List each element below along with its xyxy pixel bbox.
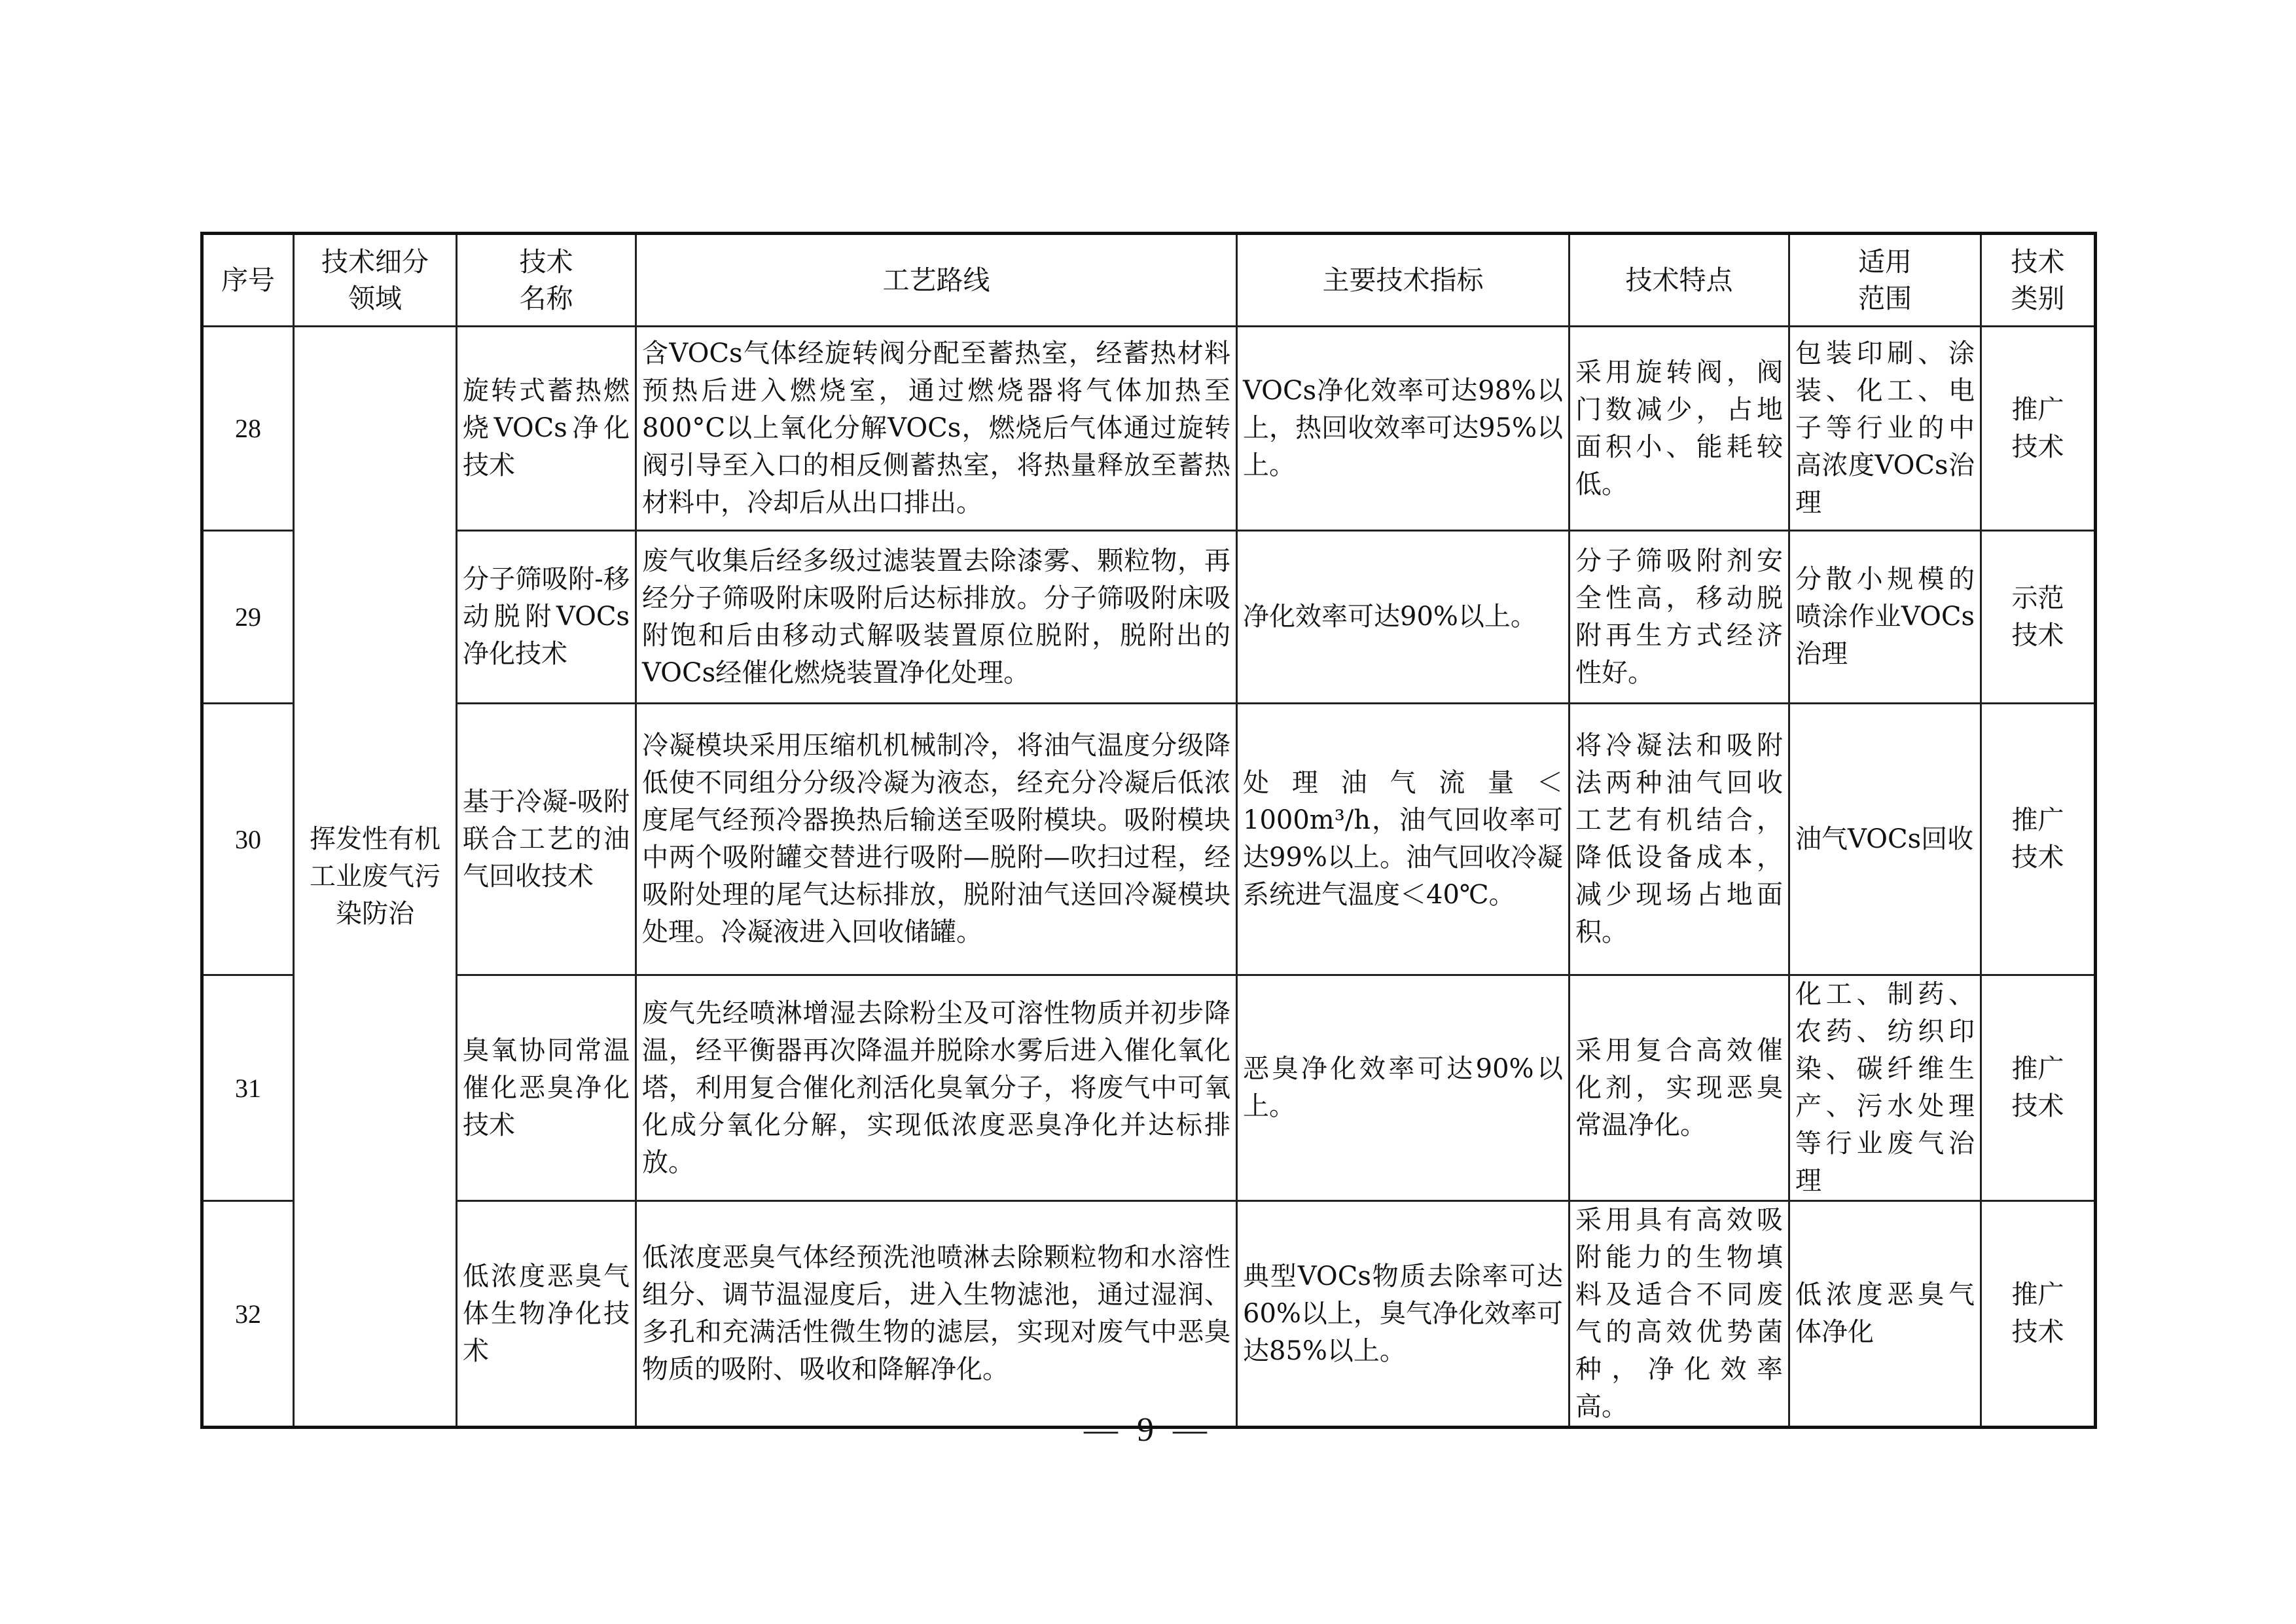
header-domain: 技术细分 领域 xyxy=(294,234,457,327)
tech-category: 推广 技术 xyxy=(1981,975,2096,1201)
table-row xyxy=(202,975,2096,1201)
application-scope: 低浓度恶臭气体净化 xyxy=(1789,1201,1981,1428)
application-scope: 包装印刷、涂装、化工、电子等行业的中高浓度VOCs治理 xyxy=(1789,327,1981,531)
table-row xyxy=(202,704,2096,975)
tech-category: 推广 技术 xyxy=(1981,1201,2096,1428)
row-seq: 32 xyxy=(202,1201,294,1428)
tech-name: 臭氧协同常温催化恶臭净化技术 xyxy=(457,975,636,1201)
tech-name: 旋转式蓄热燃烧VOCs净化技术 xyxy=(457,327,636,531)
header-category: 技术 类别 xyxy=(1981,234,2096,327)
application-scope: 分散小规模的喷涂作业VOCs治理 xyxy=(1789,531,1981,704)
process-route: 废气先经喷淋增湿去除粉尘及可溶性物质并初步降温，经平衡器再次降温并脱除水雾后进入催化氧化塔，利用复合催化剂活化臭氧分子，将废气中可氧化成分氧化分解，实现低浓度恶臭净化并达标排放。 xyxy=(636,975,1237,1201)
row-seq: 30 xyxy=(202,704,294,975)
main-indicators: 典型VOCs物质去除率可达60%以上，臭气净化效率可达85%以上。 xyxy=(1237,1201,1570,1428)
row-seq: 29 xyxy=(202,531,294,704)
process-route: 废气收集后经多级过滤装置去除漆雾、颗粒物，再经分子筛吸附床吸附后达标排放。分子筛吸附床吸附饱和后由移动式解吸装置原位脱附，脱附出的VOCs经催化燃烧装置净化处理。 xyxy=(636,531,1237,704)
table-row xyxy=(202,1201,2096,1428)
main-indicators: 处理油气流量＜1000m³/h，油气回收率可达99%以上。油气回收冷凝系统进气温度＜40℃。 xyxy=(1237,704,1570,975)
table-header-row xyxy=(202,234,2096,327)
tech-features: 分子筛吸附剂安全性高，移动脱附再生方式经济性好。 xyxy=(1570,531,1789,704)
main-indicators: 净化效率可达90%以上。 xyxy=(1237,531,1570,704)
main-indicators: VOCs净化效率可达98%以上，热回收效率可达95%以上。 xyxy=(1237,327,1570,531)
tech-category: 推广 技术 xyxy=(1981,704,2096,975)
table-row xyxy=(202,327,2096,531)
tech-name: 分子筛吸附-移动脱附VOCs净化技术 xyxy=(457,531,636,704)
page-number: — 9 — xyxy=(1084,1411,1212,1449)
process-route: 含VOCs气体经旋转阀分配至蓄热室，经蓄热材料预热后进入燃烧室，通过燃烧器将气体加热至800°C以上氧化分解VOCs，燃烧后气体通过旋转阀引导至入口的相反侧蓄热室，将热量释放至蓄热材料中，冷却后从出口排出。 xyxy=(636,327,1237,531)
main-indicators: 恶臭净化效率可达90%以上。 xyxy=(1237,975,1570,1201)
process-route: 冷凝模块采用压缩机机械制冷，将油气温度分级降低使不同组分分级冷凝为液态，经充分冷凝后低浓度尾气经预冷器换热后输送至吸附模块。吸附模块中两个吸附罐交替进行吸附—脱附—吹扫过程，经吸附处理的尾气达标排放，脱附油气送回冷凝模块处理。冷凝液进入回收储罐。 xyxy=(636,704,1237,975)
technology-table xyxy=(200,232,2097,1429)
tech-features: 采用复合高效催化剂，实现恶臭常温净化。 xyxy=(1570,975,1789,1201)
row-seq: 28 xyxy=(202,327,294,531)
tech-features: 采用旋转阀，阀门数减少，占地面积小、能耗较低。 xyxy=(1570,327,1789,531)
tech-features: 采用具有高效吸附能力的生物填料及适合不同废气的高效优势菌种，净化效率高。 xyxy=(1570,1201,1789,1428)
application-scope: 油气VOCs回收 xyxy=(1789,704,1981,975)
tech-category: 推广 技术 xyxy=(1981,327,2096,531)
header-seq: 序号 xyxy=(202,234,294,327)
tech-name: 基于冷凝-吸附联合工艺的油气回收技术 xyxy=(457,704,636,975)
header-features: 技术特点 xyxy=(1570,234,1789,327)
header-indicators: 主要技术指标 xyxy=(1237,234,1570,327)
process-route: 低浓度恶臭气体经预洗池喷淋去除颗粒物和水溶性组分、调节温湿度后，进入生物滤池，通过湿润、多孔和充满活性微生物的滤层，实现对废气中恶臭物质的吸附、吸收和降解净化。 xyxy=(636,1201,1237,1428)
header-scope: 适用 范围 xyxy=(1789,234,1981,327)
header-process: 工艺路线 xyxy=(636,234,1237,327)
row-seq: 31 xyxy=(202,975,294,1201)
header-name: 技术 名称 xyxy=(457,234,636,327)
table-row xyxy=(202,531,2096,704)
tech-name: 低浓度恶臭气体生物净化技术 xyxy=(457,1201,636,1428)
domain-cell: 挥发性有机工业废气污染防治 xyxy=(294,327,457,1428)
tech-features: 将冷凝法和吸附法两种油气回收工艺有机结合，降低设备成本，减少现场占地面积。 xyxy=(1570,704,1789,975)
tech-category: 示范 技术 xyxy=(1981,531,2096,704)
application-scope: 化工、制药、农药、纺织印染、碳纤维生产、污水处理等行业废气治理 xyxy=(1789,975,1981,1201)
